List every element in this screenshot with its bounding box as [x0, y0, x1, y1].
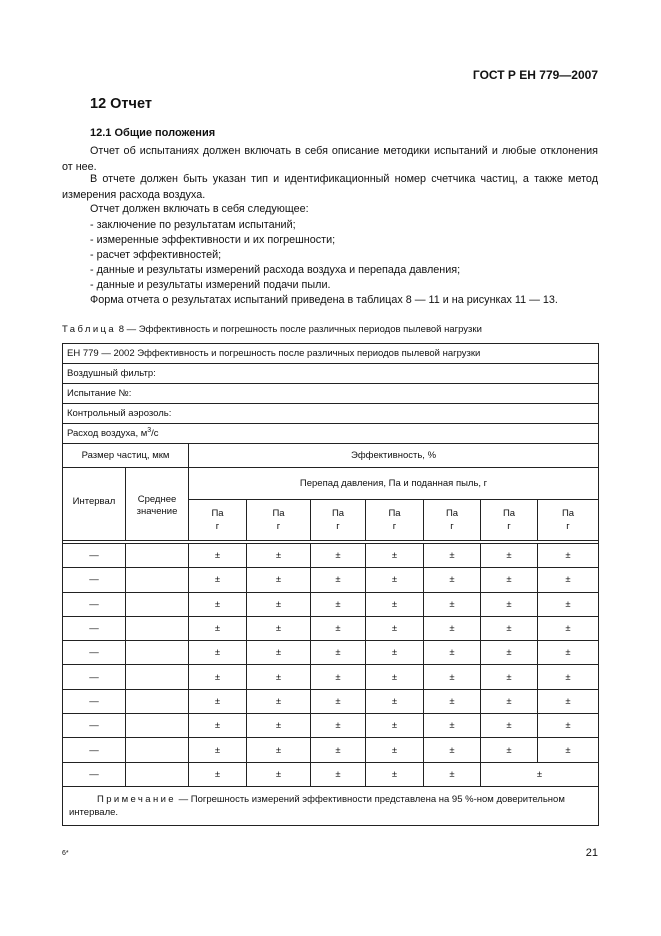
unit-cell: Па г — [247, 500, 311, 541]
subsection-title: 12.1 Общие положения — [90, 127, 216, 139]
table-row: — ± ± ± ± ± ± ± — [63, 665, 599, 689]
list-item: - заключение по результатам испытаний; — [90, 219, 296, 231]
unit-cell: Па г — [481, 500, 538, 541]
table-row: — ± ± ± ± ± ± ± — [63, 641, 599, 665]
list-item: - данные и результаты измерений расхода воздуха и перепада давления; — [90, 264, 461, 276]
table-row: — ± ± ± ± ± ± ± — [63, 616, 599, 640]
col-particle-size: Размер частиц, мкм — [63, 444, 189, 468]
unit-cell: Па г — [189, 500, 247, 541]
table-row: — ± ± ± ± ± ± ± — [63, 689, 599, 713]
list-item: - расчет эффективностей; — [90, 249, 222, 261]
table-row: — ± ± ± ± ± ± ± — [63, 592, 599, 616]
list-item: - измеренные эффективности и их погрешности; — [90, 234, 336, 246]
col-efficiency: Эффективность, % — [189, 444, 599, 468]
unit-cell: Па г — [311, 500, 366, 541]
col-interval: Интервал — [63, 468, 126, 541]
table-caption: Таблица 8 — Эффективность и погрешность после различных периодов пылевой нагрузки — [62, 324, 482, 335]
section-title: 12 Отчет — [90, 96, 152, 112]
table-row: — ± ± ± ± ± ± ± — [63, 568, 599, 592]
table-row: — ± ± ± ± ± ± — [63, 762, 599, 786]
aerosol-row: Контрольный аэрозоль: — [63, 404, 599, 424]
paragraph-1: Отчет об испытаниях должен включать в себя описание методики испытаний и любые отклонения от нее. — [62, 145, 598, 173]
unit-cell: Па г — [366, 500, 424, 541]
filter-row: Воздушный фильтр: — [63, 364, 599, 384]
footer-mark: 6* — [62, 850, 69, 857]
paragraph-3: Отчет должен включать в себя следующее: — [90, 203, 309, 215]
test-row: Испытание №: — [63, 384, 599, 404]
table-row: — ± ± ± ± ± ± ± — [63, 544, 599, 568]
paragraph-4: Форма отчета о результатах испытаний приведена в таблицах 8 — 11 и на рисунках 11 — 13. — [90, 294, 558, 306]
airflow-row: Расход воздуха, $м^3/с$ — [63, 424, 599, 444]
col-pressure-dust: Перепад давления, Па и поданная пыль, г — [189, 468, 599, 500]
standard-number: ГОСТ Р ЕН 779—2007 — [472, 68, 598, 82]
table-row: — ± ± ± ± ± ± ± — [63, 738, 599, 762]
unit-cell: Па г — [424, 500, 481, 541]
table-note: Примечание — Погрешность измерений эффективности представлена на 95 %-ном доверительном интервале. — [63, 786, 599, 825]
unit-cell: Па г — [538, 500, 599, 541]
page-number: 21 — [585, 847, 598, 859]
paragraph-2: В отчете должен быть указан тип и идентификационный номер счетчика частиц, а также метод измерения расхода воздуха. — [62, 173, 598, 201]
col-mean: Среднее значение — [126, 468, 189, 541]
results-table — [62, 343, 599, 826]
table-row: — ± ± ± ± ± ± ± — [63, 714, 599, 738]
table-title-row: ЕН 779 — 2002 Эффективность и погрешность после различных периодов пылевой нагрузки — [63, 344, 599, 364]
list-item: - данные и результаты измерений подачи пыли. — [90, 279, 331, 291]
